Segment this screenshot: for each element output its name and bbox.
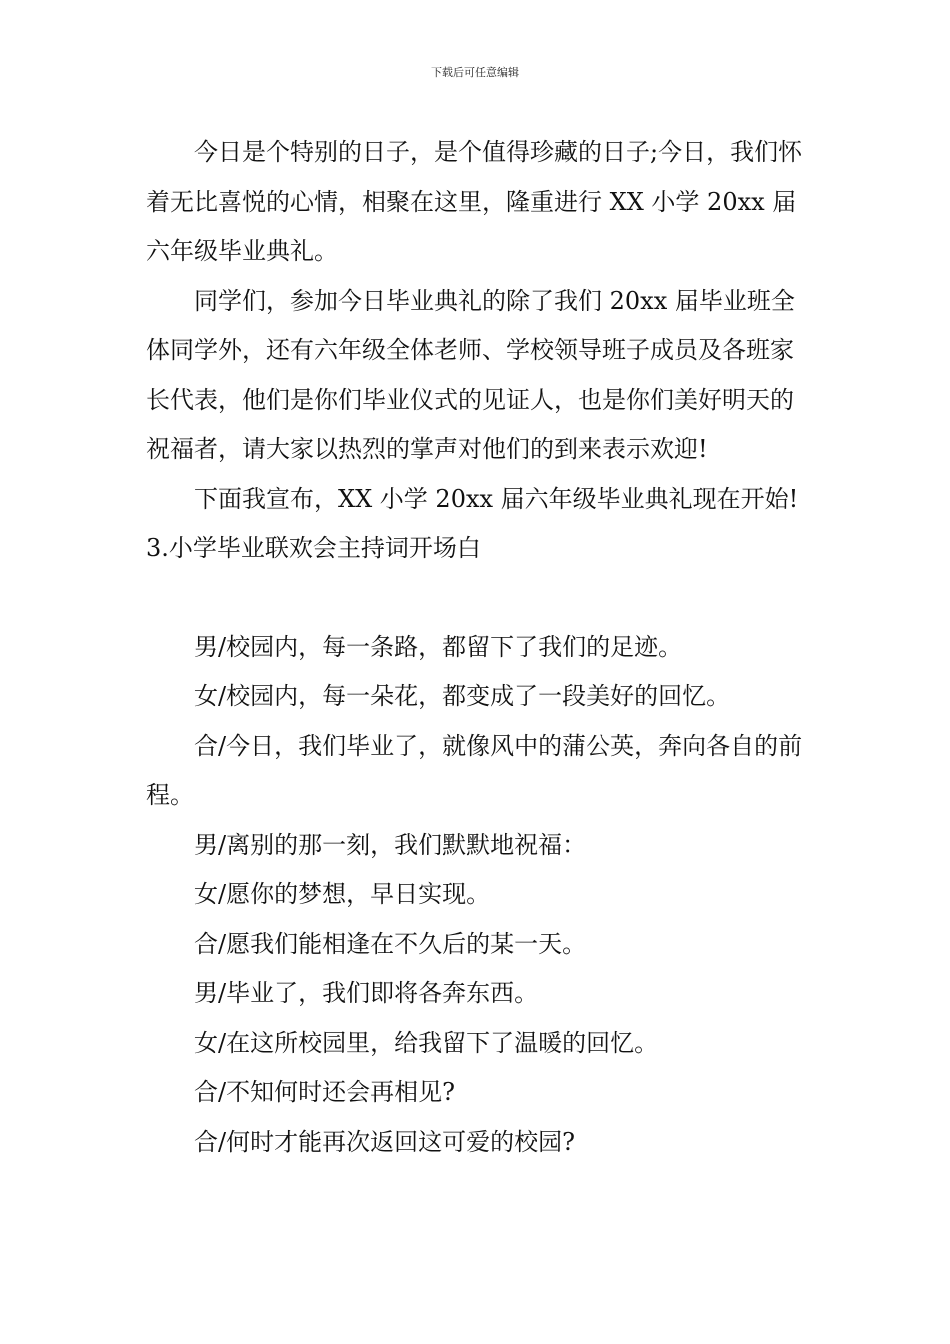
paragraph: 下面我宣布，XX 小学 20xx 届六年级毕业典礼现在开始!: [194, 484, 799, 513]
dialogue-line: 女/校园内，每一朵花，都变成了一段美好的回忆。: [194, 682, 731, 710]
dialogue-line: 合/不知何时还会再相见?: [194, 1078, 455, 1106]
dialogue-line: 男/校园内，每一条路，都留下了我们的足迹。: [194, 632, 683, 661]
spacer: [146, 574, 811, 623]
paragraph: 今日是个特别的日子，是个值得珍藏的日子;今日，我们怀着无比喜悦的心情，相聚在这里，隆重进行 XX 小学 20xx 届六年级毕业典礼。: [146, 138, 803, 265]
dialogue-line: 合/何时才能再次返回这可爱的校园?: [194, 1127, 575, 1156]
dialogue-line: 合/愿我们能相逢在不久后的某一天。: [194, 929, 587, 958]
dialogue-line: 女/愿你的梦想，早日实现。: [194, 880, 491, 908]
section-title: 3.小学毕业联欢会主持词开场白: [146, 534, 481, 562]
dialogue-line: 男/离别的那一刻，我们默默地祝福：: [194, 830, 587, 859]
page-header: 下载后可任意编辑: [431, 66, 519, 79]
dialogue-line: 女/在这所校园里，给我留下了温暖的回忆。: [194, 1028, 659, 1057]
dialogue-line: 男/毕业了，我们即将各奔东西。: [194, 979, 539, 1007]
paragraph: 同学们，参加今日毕业典礼的除了我们 20xx 届毕业班全体同学外，还有六年级全体老师、学校领导班子成员及各班家长代表，他们是你们毕业仪式的见证人，也是你们美好明天的祝福者，请大家以热烈的掌声对他们的到来表示欢迎!: [146, 286, 795, 463]
document-body: [146, 128, 811, 1167]
dialogue-line: 合/今日，我们毕业了，就像风中的蒲公英，奔向各自的前程。: [146, 731, 803, 809]
